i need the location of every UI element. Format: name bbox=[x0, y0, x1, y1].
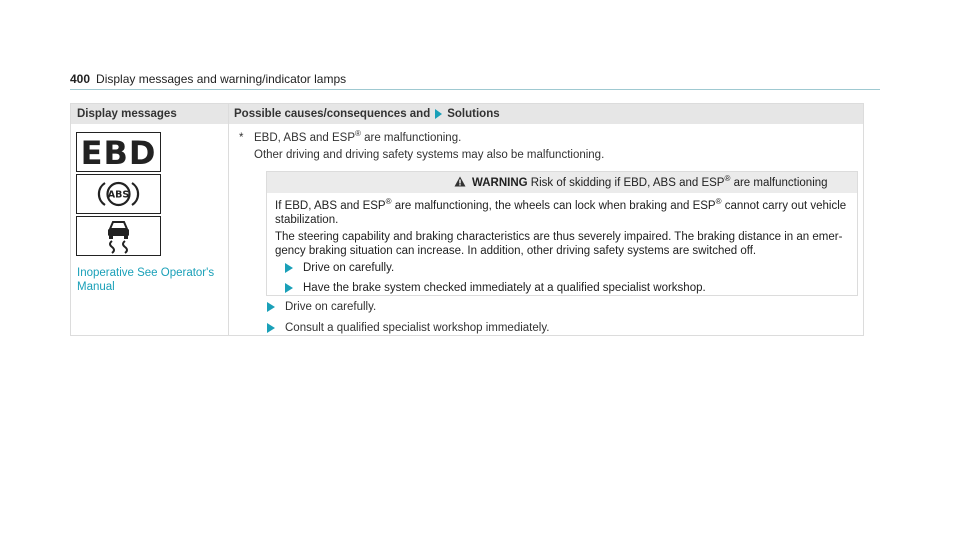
col-header-causes bbox=[234, 108, 500, 120]
footnote-star: * bbox=[239, 132, 244, 144]
col-header-causes-text: Possible causes/consequences and bbox=[234, 108, 431, 120]
page-number: 400 bbox=[70, 72, 91, 86]
step-arrow-icon bbox=[267, 302, 275, 312]
page-header bbox=[70, 72, 880, 90]
warning-para-2-line-1: The steering capability and braking characteristics are thus severely impaired. The braking distance in an emer- bbox=[275, 231, 843, 243]
abs-label: ABS bbox=[107, 189, 130, 201]
display-message-text: Inoperative See Operator's Manual bbox=[77, 267, 215, 293]
col-header-solutions-text: Solutions bbox=[447, 108, 500, 120]
ebd-label: EBD bbox=[80, 134, 157, 172]
solutions-arrow-icon bbox=[435, 109, 442, 119]
warning-title: WARNING Risk of skidding if EBD, ABS and ESP® are malfunctioning bbox=[472, 174, 828, 189]
col-header-display-messages: Display messages bbox=[77, 108, 177, 120]
warning-step-drive-carefully: Drive on carefully. bbox=[303, 262, 395, 274]
display-message-table bbox=[70, 103, 864, 336]
table-header-row bbox=[71, 104, 863, 124]
step-consult-workshop: Consult a qualified specialist workshop immediately. bbox=[285, 322, 550, 334]
page-header-title: Display messages and warning/indicator lamps bbox=[96, 72, 347, 86]
warning-step-brake-check: Have the brake system checked immediately at a qualified specialist workshop. bbox=[303, 282, 706, 294]
step-arrow-icon bbox=[285, 283, 293, 293]
warning-para-1-end: stabilization. bbox=[275, 214, 339, 226]
warning-box bbox=[266, 171, 858, 296]
cause-line-2: Other driving and driving safety systems may also be malfunctioning. bbox=[254, 149, 605, 161]
warning-header bbox=[267, 172, 857, 193]
esp-skidding-car-icon bbox=[76, 216, 161, 256]
warning-para-1: If EBD, ABS and ESP® are malfunctioning, the wheels can lock when braking and ESP® cannot carry out vehicle bbox=[275, 197, 847, 212]
cause-line-1: EBD, ABS and ESP® are malfunctioning. bbox=[254, 129, 462, 144]
warning-triangle-icon bbox=[454, 176, 466, 187]
column-divider bbox=[228, 104, 229, 335]
step-arrow-icon bbox=[285, 263, 293, 273]
ebd-display-icon bbox=[76, 132, 161, 172]
abs-warning-icon bbox=[76, 174, 161, 214]
warning-para-2-line-2: gency braking situation can increase. In addition, other driving safety systems are switched off. bbox=[275, 245, 757, 257]
step-arrow-icon bbox=[267, 323, 275, 333]
step-drive-carefully: Drive on carefully. bbox=[285, 301, 377, 313]
